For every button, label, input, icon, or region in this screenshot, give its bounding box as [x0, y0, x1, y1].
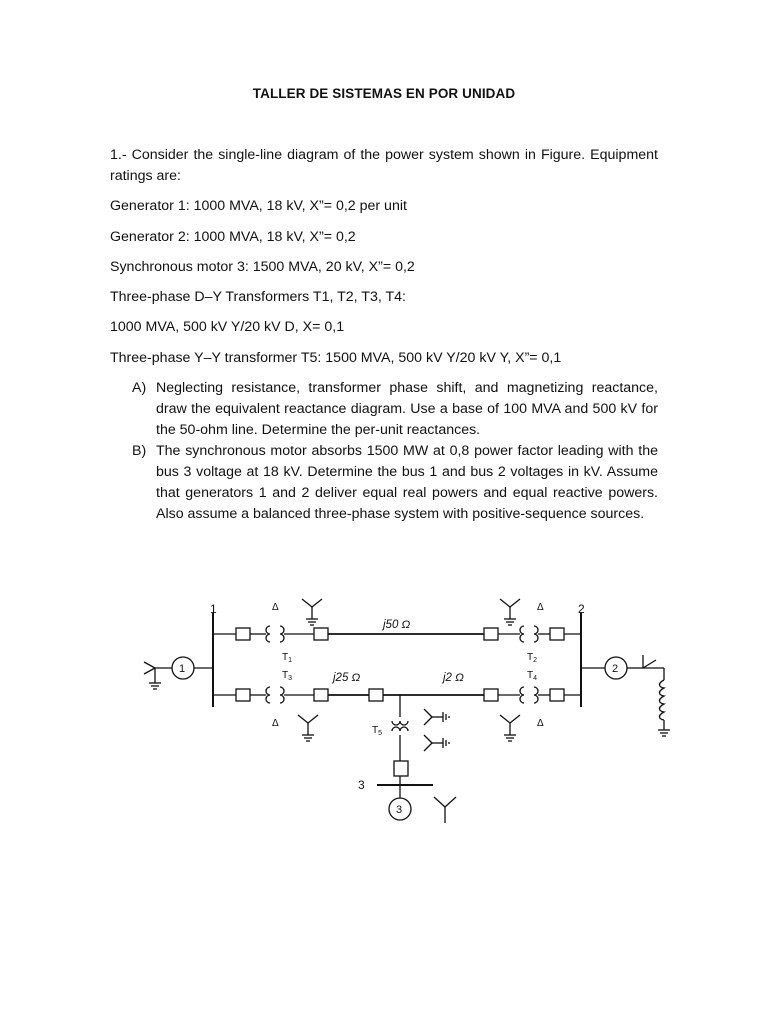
- t5-branch: [392, 695, 408, 785]
- question-text: The synchronous motor absorbs 1500 MW at 0,8 power factor leading with the bus 3 voltage at 18 kV. Determine the bus 1 and bus 2 voltages in kV. Assume that generators 1 and 2 deliver equal real powers and equal reactive powers. Also assume a balanced three-phase system with positive-sequence sources.: [156, 443, 658, 522]
- bus-2-label: 2: [578, 602, 585, 616]
- t2-winding: [520, 626, 524, 642]
- motor3-wye-icon: [434, 797, 456, 823]
- t5-winding: [392, 721, 408, 725]
- rating-transformers-header: Three-phase D–Y Transformers T1, T2, T3, T4:: [110, 289, 406, 305]
- breaker: [314, 689, 328, 701]
- t4-label: $T_4$: [527, 670, 538, 682]
- breaker: [236, 689, 250, 701]
- t5-label: $T_5$: [372, 725, 383, 737]
- rating-gen1: Generator 1: 1000 MVA, 18 kV, X”= 0,2 per unit: [110, 198, 407, 214]
- gen1-wye-grounded-icon: [144, 662, 172, 689]
- t3-wye-grounded-icon: [298, 715, 318, 741]
- t1-winding: [280, 626, 284, 642]
- single-line-diagram: [100, 585, 690, 835]
- question-marker: B): [132, 443, 147, 459]
- breaker: [550, 628, 564, 640]
- t5-wye-grounded-icon: [424, 709, 449, 725]
- line-j25-label: j25 Ω: [333, 672, 361, 684]
- bottom-branch: [213, 687, 581, 703]
- gen2-grounding-reactor-icon: [627, 655, 670, 736]
- question-marker: A): [132, 380, 147, 396]
- breaker: [550, 689, 564, 701]
- t1-label: $T_1$: [282, 652, 293, 664]
- t4-delta-label: Δ: [537, 718, 544, 729]
- problem-intro: 1.- Consider the single-line diagram of the power system shown in Figure. Equipment ratings are:: [110, 147, 658, 184]
- line-j2-label: j2 Ω: [443, 672, 464, 684]
- t5-winding: [392, 727, 408, 731]
- questions-list: [132, 378, 658, 525]
- breaker: [484, 628, 498, 640]
- question-a: [132, 378, 658, 441]
- t4-wye-grounded-icon: [500, 715, 520, 741]
- t2-label: $T_2$: [527, 652, 538, 664]
- t3-delta-label: Δ: [272, 718, 279, 729]
- t3-winding: [266, 687, 270, 703]
- breaker: [484, 689, 498, 701]
- rating-transformer-t5: Three-phase Y–Y transformer T5: 1500 MVA, 500 kV Y/20 kV Y, X”= 0,1: [110, 350, 562, 366]
- t2-wye-grounded-icon: [500, 599, 520, 625]
- page-title: TALLER DE SISTEMAS EN POR UNIDAD: [252, 86, 516, 101]
- question-text: Neglecting resistance, transformer phase shift, and magnetizing reactance, draw the equivalent reactance diagram. Use a base of 100 MVA and 500 kV for the 50-ohm line. Determine the per-unit reactances.: [156, 380, 658, 438]
- t2-winding: [534, 626, 538, 642]
- breaker: [314, 628, 328, 640]
- motor-3-label: 3: [396, 804, 403, 816]
- t1-winding: [266, 626, 270, 642]
- breaker: [236, 628, 250, 640]
- breaker: [369, 689, 383, 701]
- t5-wye-grounded-icon: [424, 735, 449, 751]
- t1-delta-label: Δ: [272, 602, 279, 613]
- bus-1-label: 1: [210, 602, 217, 616]
- question-b: [132, 441, 658, 525]
- bus-3-label: 3: [358, 778, 365, 792]
- t3-winding: [280, 687, 284, 703]
- t4-winding: [520, 687, 524, 703]
- generator-2-label: 2: [612, 663, 619, 675]
- t3-label: $T_3$: [282, 670, 293, 682]
- t2-delta-label: Δ: [537, 602, 544, 613]
- rating-gen2: Generator 2: 1000 MVA, 18 kV, X”= 0,2: [110, 229, 356, 245]
- breaker: [394, 761, 408, 776]
- t4-winding: [534, 687, 538, 703]
- t1-wye-grounded-icon: [302, 599, 322, 625]
- line-j50-label: j50 Ω: [383, 619, 411, 631]
- generator-1-label: 1: [179, 663, 186, 675]
- rating-transformers: 1000 MVA, 500 kV Y/20 kV D, X= 0,1: [110, 319, 345, 335]
- rating-motor3: Synchronous motor 3: 1500 MVA, 20 kV, X”= 0,2: [110, 259, 415, 275]
